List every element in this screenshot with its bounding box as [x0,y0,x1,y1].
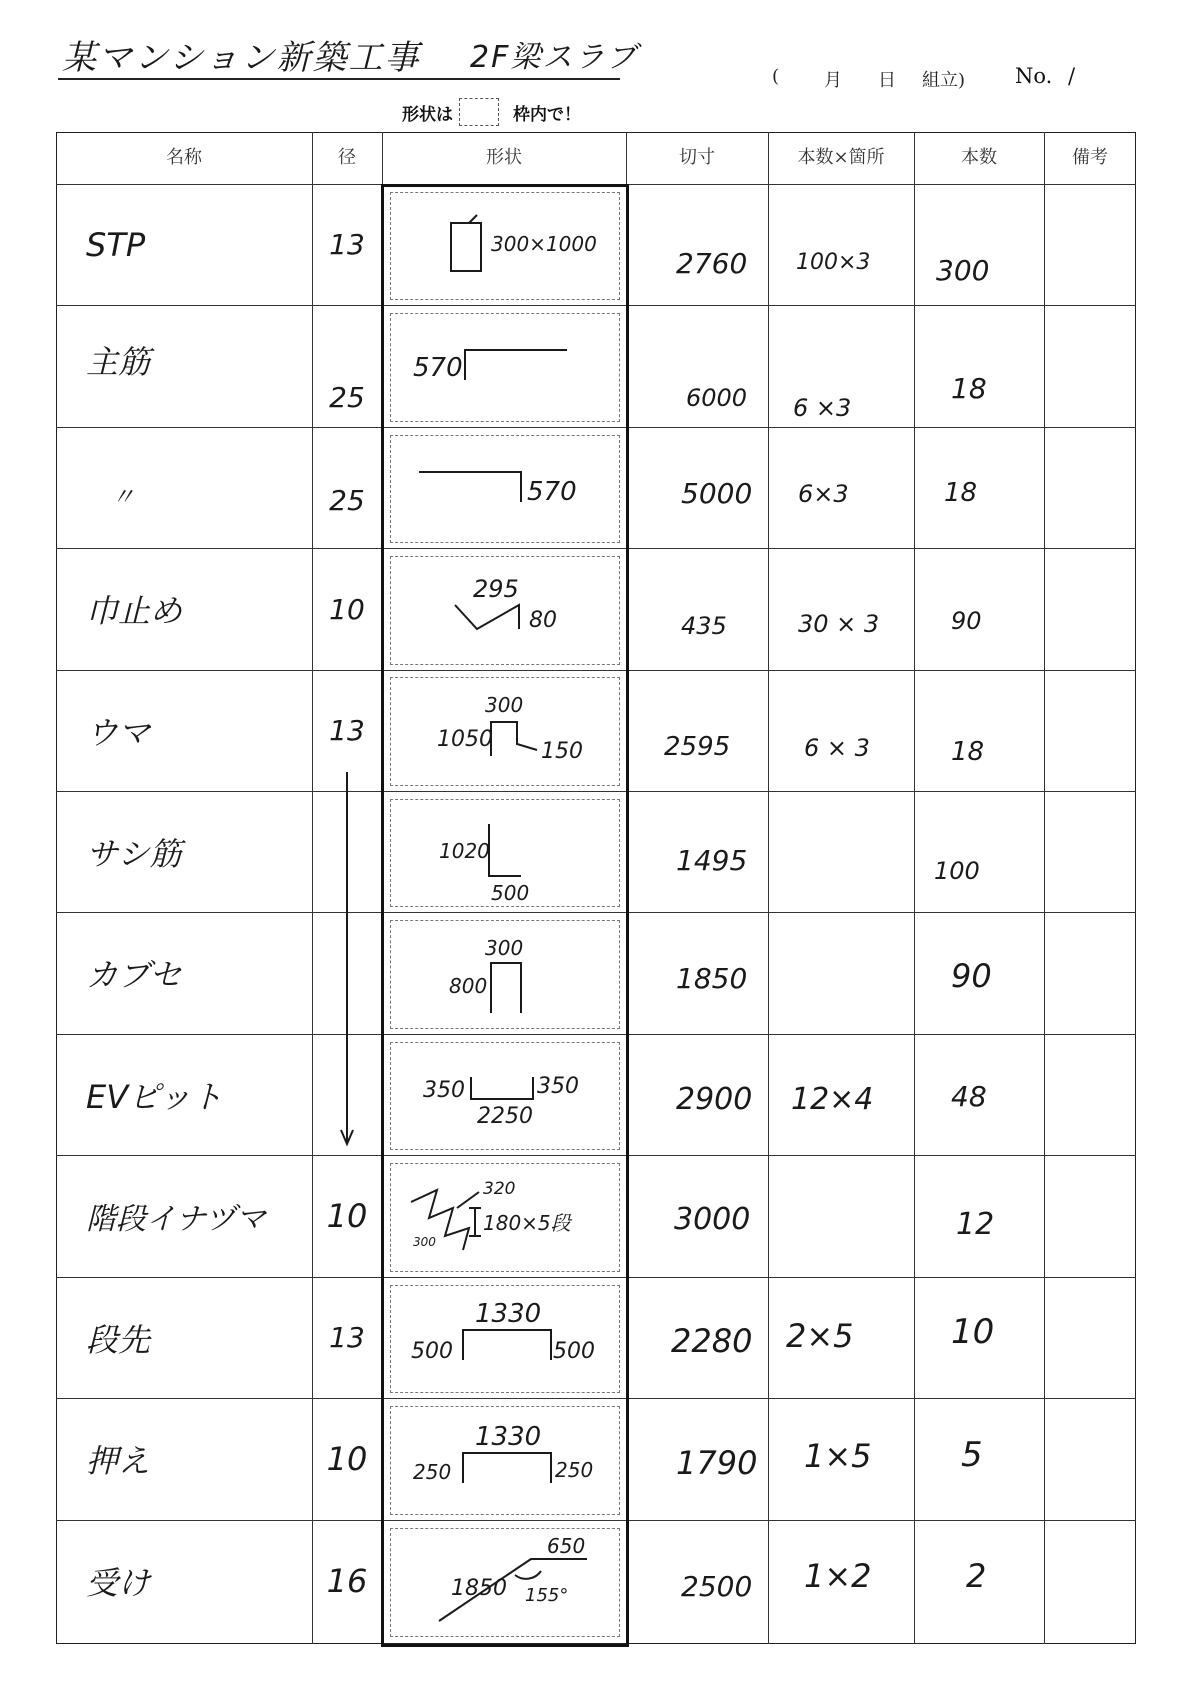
shape-line [491,722,537,756]
row-cut: 1790 [676,1444,758,1482]
pointer-line [457,1192,479,1208]
sheet-number-label: No. [1015,64,1053,88]
row-count: 18 [944,478,978,508]
row-cut: 1495 [676,844,748,877]
shape-frame [390,1163,620,1272]
row-count: 18 [951,737,985,767]
shape-label: 320 [483,1179,516,1199]
main-bar-shape [391,314,619,421]
shape-frame [390,1285,620,1393]
instruction [402,98,581,126]
row-count: 100 [934,857,980,885]
row-diameter: 25 [329,484,365,517]
shape-label: 500 [491,881,530,905]
header-count: 本数 [961,147,997,168]
shape-line [471,1077,533,1099]
row-cut: 2595 [664,732,731,762]
shape-frame [390,1406,620,1515]
row-name: 主筋 [86,343,151,381]
row-count: 10 [951,1312,995,1352]
width-stopper-shape [391,557,619,664]
row-diameter: 16 [326,1562,368,1600]
row-name: 階段イナヅマ [86,1202,266,1237]
shape-line [419,472,521,502]
shape-label: 1330 [475,1422,542,1452]
chair-bar-shape [391,678,619,785]
row-count-x-places: 100×3 [796,250,871,275]
row-cut: 2500 [681,1570,753,1603]
stair-nosing-shape [391,1286,619,1392]
hold-down-shape [391,1407,619,1514]
row-name: EVピット [86,1077,223,1116]
sheet-number-slash: / [1068,64,1076,88]
shape-label: 500 [411,1339,453,1364]
row-count: 18 [951,372,987,405]
title-underline [58,78,620,80]
shape-label: 250 [413,1460,452,1484]
shape-frame [390,1042,620,1150]
assembly-label: 組立) [922,70,966,91]
row-diameter: 10 [329,592,365,626]
row-count: 90 [951,957,992,995]
shape-label: 80 [529,608,557,633]
row-diameter: 13 [329,714,365,747]
date-open-paren: ( [772,66,780,87]
shape-frame [390,920,620,1029]
row-count-x-places: 1×5 [804,1437,872,1475]
shape-frame [390,556,620,665]
cap-bar-shape [391,921,619,1028]
shape-hook [469,215,477,223]
row-diameter: 25 [329,381,365,414]
shape-label: 1850 [451,1576,507,1601]
shape-label: 800 [449,974,488,998]
header-count-x-places: 本数×箇所 [797,147,885,168]
row-count: 90 [951,607,982,635]
shape-label: 300 [413,1235,436,1249]
row-count-x-places: 12×4 [791,1082,874,1117]
section-title: 2F梁スラブ [470,40,639,75]
header-diameter: 径 [338,147,356,168]
shape-line [455,605,519,629]
row-count-x-places: 6 ×3 [793,394,852,422]
shape-label: 350 [537,1074,579,1099]
row-diameter: 13 [329,1321,365,1354]
row-count-x-places: 1×2 [804,1557,872,1595]
shape-line [491,963,521,1013]
shape-label: 570 [413,353,463,383]
row-count: 12 [956,1207,995,1242]
stair-zigzag-shape [391,1164,619,1271]
row-diameter: 10 [326,1440,368,1478]
row-name: STP [86,225,146,264]
angle-arc [515,1571,541,1579]
row-name: 押え [86,1442,151,1480]
instruction-before: 形状は [402,104,453,125]
row-name: 巾止め [86,592,183,630]
row-count: 300 [936,254,990,287]
shape-label: 350 [423,1078,465,1103]
down-arrow-icon [312,772,382,1152]
support-bar-shape [391,1529,619,1636]
instruction-after: 枠内で！ [513,104,581,125]
row-cut: 5000 [681,477,753,510]
row-cut: 435 [681,612,727,640]
shape-label: 1330 [475,1299,542,1329]
day-label: 日 [878,70,896,91]
stirrup-shape [391,193,619,299]
row-diameter: 13 [329,228,365,261]
shape-label: 1020 [439,839,490,863]
col-divider [1044,132,1045,1644]
shape-line [463,1330,551,1360]
shape-label: 150 [541,739,583,764]
shape-line [465,350,567,380]
project-title: 某マンション新築工事 [62,38,421,78]
row-diameter: 10 [326,1197,368,1235]
shape-frame [390,799,620,907]
shape-frame [390,435,620,543]
row-count: 5 [961,1435,983,1475]
dowel-bar-shape [391,800,619,906]
row-cut: 6000 [686,384,748,412]
row-name: サシ筋 [86,834,182,873]
rebar-table [56,132,1136,1644]
shape-rect [451,223,481,271]
ev-pit-shape [391,1043,619,1149]
shape-frame [390,192,620,300]
header-note: 備考 [1072,147,1108,168]
row-count: 48 [951,1080,987,1113]
row-count-x-places: 6×3 [798,480,849,508]
row-count-x-places: 2×5 [786,1317,854,1355]
shape-label: 650 [547,1534,586,1558]
row-count-x-places: 30 × 3 [798,610,880,638]
shape-line [489,824,521,876]
row-name: 段先 [86,1320,151,1359]
col-divider [768,132,769,1644]
shape-label: 500 [553,1339,595,1364]
shape-label: 570 [527,477,577,507]
shape-frame-sample [459,98,499,126]
shape-frame [390,677,620,786]
row-cut: 3000 [674,1202,751,1237]
shape-label: 1050 [437,727,493,752]
row-name: ウマ [86,713,151,752]
header-shape: 形状 [486,147,522,168]
shape-label: 300 [485,936,524,960]
main-bar-shape [391,436,619,542]
shape-label: 2250 [477,1104,533,1129]
row-name: カブセ [86,956,182,994]
row-count-x-places: 6 × 3 [804,734,870,762]
shape-label: 295 [473,575,519,603]
shape-frame [390,1528,620,1637]
shape-label: 250 [555,1458,594,1482]
header-cut-length: 切寸 [679,147,715,168]
row-cut: 1850 [676,962,748,995]
header-name: 名称 [166,147,202,168]
shape-label: 155° [525,1585,569,1606]
shape-line [463,1453,551,1483]
shape-label: 180×5段 [483,1211,571,1235]
row-cut: 2900 [676,1082,753,1117]
row-count: 2 [966,1557,987,1595]
month-label: 月 [824,70,842,91]
shape-frame [390,313,620,422]
col-divider [914,132,915,1644]
shape-label: 300×1000 [491,232,597,256]
row-cut: 2760 [676,247,748,280]
row-name: 〃 [111,483,135,511]
row-name: 受け [86,1564,151,1602]
row-cut: 2280 [671,1322,753,1360]
shape-label: 300 [485,693,524,717]
